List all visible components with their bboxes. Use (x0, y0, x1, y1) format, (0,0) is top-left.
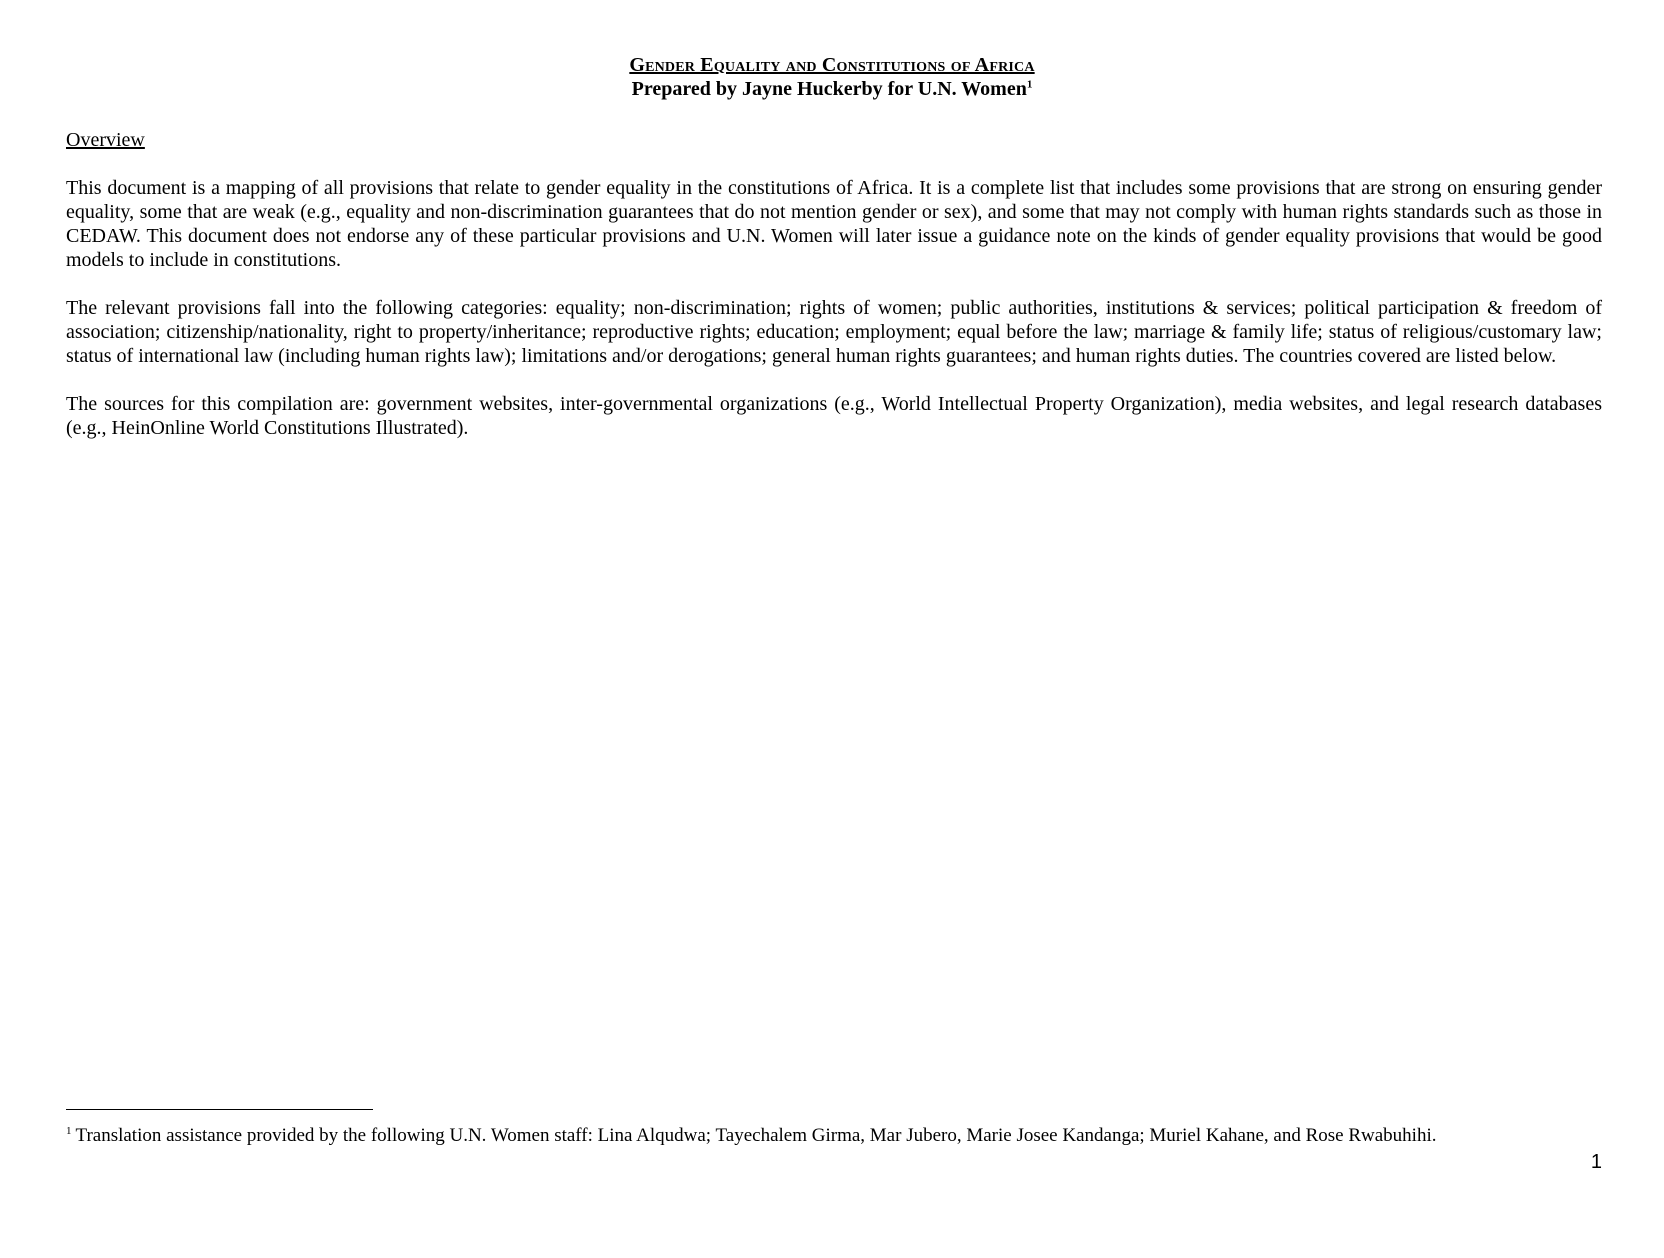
footnote-number: 1 (66, 1124, 72, 1137)
overview-paragraph-3: The sources for this compilation are: government websites, inter-governmental organizations (e.g., World Intellectual Property Organization), media websites, and legal research databases (e.g., HeinOnline World Constitutions Illustrated). (66, 393, 1602, 439)
footnote-separator (66, 1109, 373, 1110)
document-header (0, 53, 1664, 101)
overview-paragraph-2: The relevant provisions fall into the following categories: equality; non-discrimination; rights of women; public authorities, institutions & services; political participation & freedom of association; citizenship/nationality, right to property/inheritance; reproductive rights; education; employment; equal before the law; marriage & family life; status of religious/customary law; status of international law (including human rights law); limitations and/or derogations; general human rights guarantees; and human rights duties. The countries covered are listed below. (66, 297, 1602, 367)
footnote-text: Translation assistance provided by the following U.N. Women staff: Lina Alqudwa; Tayechalem Girma, Mar Jubero, Marie Josee Kandanga; Muriel Kahane, and Rose Rwabuhihi. (75, 1125, 1437, 1146)
document-title: Gender Equality and Constitutions of Africa (629, 54, 1035, 76)
document-body (66, 128, 1602, 464)
overview-paragraph-1: This document is a mapping of all provisions that relate to gender equality in the constitutions of Africa. It is a complete list that includes some provisions that are strong on ensuring gender equality, some that are weak (e.g., equality and non-discrimination guarantees that do not mention gender or sex), and some that may not comply with human rights standards such as those in CEDAW. This document does not endorse any of these particular provisions and U.N. Women will later issue a guidance note on the kinds of gender equality provisions that would be good models to include in constitutions. (66, 177, 1602, 271)
subtitle-footnote-ref[interactable]: 1 (1026, 78, 1033, 91)
footnote (66, 1124, 1626, 1148)
overview-heading: Overview (66, 129, 145, 151)
document-subtitle (0, 77, 1664, 101)
page-number: 1 (1590, 1151, 1602, 1173)
subtitle-text: Prepared by Jayne Huckerby for U.N. Women (631, 78, 1027, 100)
